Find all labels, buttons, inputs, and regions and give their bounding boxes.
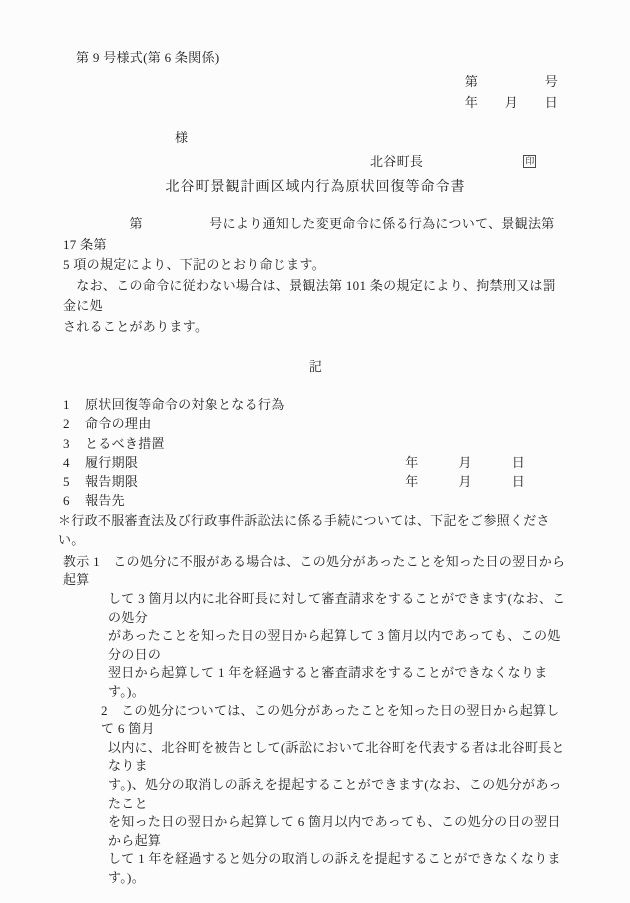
list-item-date: 年 月 日 <box>405 454 525 470</box>
list-item-label: とるべき措置 <box>85 435 165 451</box>
list-item-label: 報告期限 <box>85 474 139 490</box>
ki-heading: 記 <box>308 359 323 374</box>
instruction-line: 翌日から起算して 1 年を経過すると審査請求をすることができなくなります。)。 <box>108 665 548 699</box>
list-item-label: 原状回復等命令の対象となる行為 <box>85 397 285 412</box>
issuer-line <box>370 152 568 171</box>
list-item-date <box>525 414 568 433</box>
instruction-line: して 3 箇月以内に北谷町長に対して審査請求をすることができます(なお、この処分 <box>108 590 566 625</box>
list-item-label: 命令の理由 <box>85 416 152 432</box>
instruction-line: 2 この処分については、この処分があったことを知った日の翌日から起算して 6 箇月 <box>101 702 560 737</box>
list-item-number: 3 <box>63 435 70 451</box>
document-date-line: 年 月 日 <box>464 95 558 110</box>
body-paragraph <box>63 214 568 337</box>
instruction-line: す。)、処分の取消しの訴えを提起することができます(なお、この処分があったこと <box>108 776 562 811</box>
body-line: 5 項の規定により、下記のとおり命じます。 <box>63 257 326 272</box>
list-item-number: 2 <box>63 416 70 432</box>
list-item-date <box>525 491 568 510</box>
body-line: 第 号により通知した変更命令に係る行為について、景観法第 17 条第 <box>63 216 555 252</box>
list-item <box>63 472 568 491</box>
issuer-title: 北谷町長 <box>370 154 424 169</box>
body-line: なお、この命令に従わない場合は、景観法第 101 条の規定により、拘禁刑又は罰金に処 <box>63 277 556 313</box>
instruction-line: 教示 1 この処分に不服がある場合は、この処分があったことを知った日の翌日から起算 <box>63 553 566 588</box>
form-number: 第 9 号様式(第 6 条関係) <box>76 50 220 65</box>
instruction-line: して 1 年を経過すると処分の取消しの訴えを提起することができなくなります。)。 <box>108 851 561 885</box>
list-item-number: 4 <box>63 454 70 470</box>
instruction-line: 以内に、北谷町を被告として(訴訟において北谷町を代表する者は北谷町長となりま <box>108 739 565 774</box>
body-line: されることがあります。 <box>63 318 209 334</box>
document-number-line: 第 号 <box>464 74 558 89</box>
instruction-line: があったことを知った日の翌日から起算して 3 箇月以内であっても、この処分の日の <box>108 628 561 662</box>
list-item <box>63 453 568 472</box>
page-title: 北谷町景観計画区域内行為原状回復等命令書 <box>165 180 466 195</box>
ordered-items-list <box>63 395 568 511</box>
appeal-instructions <box>63 553 568 888</box>
list-item-number: 5 <box>63 474 70 490</box>
list-item-number: 6 <box>63 493 70 509</box>
list-item-label: 報告先 <box>85 493 125 509</box>
list-item-label: 履行期限 <box>85 454 139 470</box>
procedure-reference-note: ＊行政不服審査法及び行政事件訴訟法に係る手続については、下記をご参照ください。 <box>58 512 550 547</box>
list-item-number: 1 <box>63 397 70 412</box>
recipient-honorific: 様 <box>175 130 189 145</box>
instruction-line: を知った日の翌日から起算して 6 箇月以内であっても、この処分の日の翌日から起算 <box>108 814 561 848</box>
list-item-date: 年 月 日 <box>405 474 525 490</box>
list-item <box>63 395 568 414</box>
document-number-block <box>63 71 568 113</box>
seal-mark: 印 <box>525 156 535 166</box>
list-item-date <box>525 395 568 414</box>
list-item <box>63 491 568 510</box>
list-item <box>63 414 568 433</box>
list-item-date <box>525 434 568 453</box>
list-item <box>63 434 568 453</box>
